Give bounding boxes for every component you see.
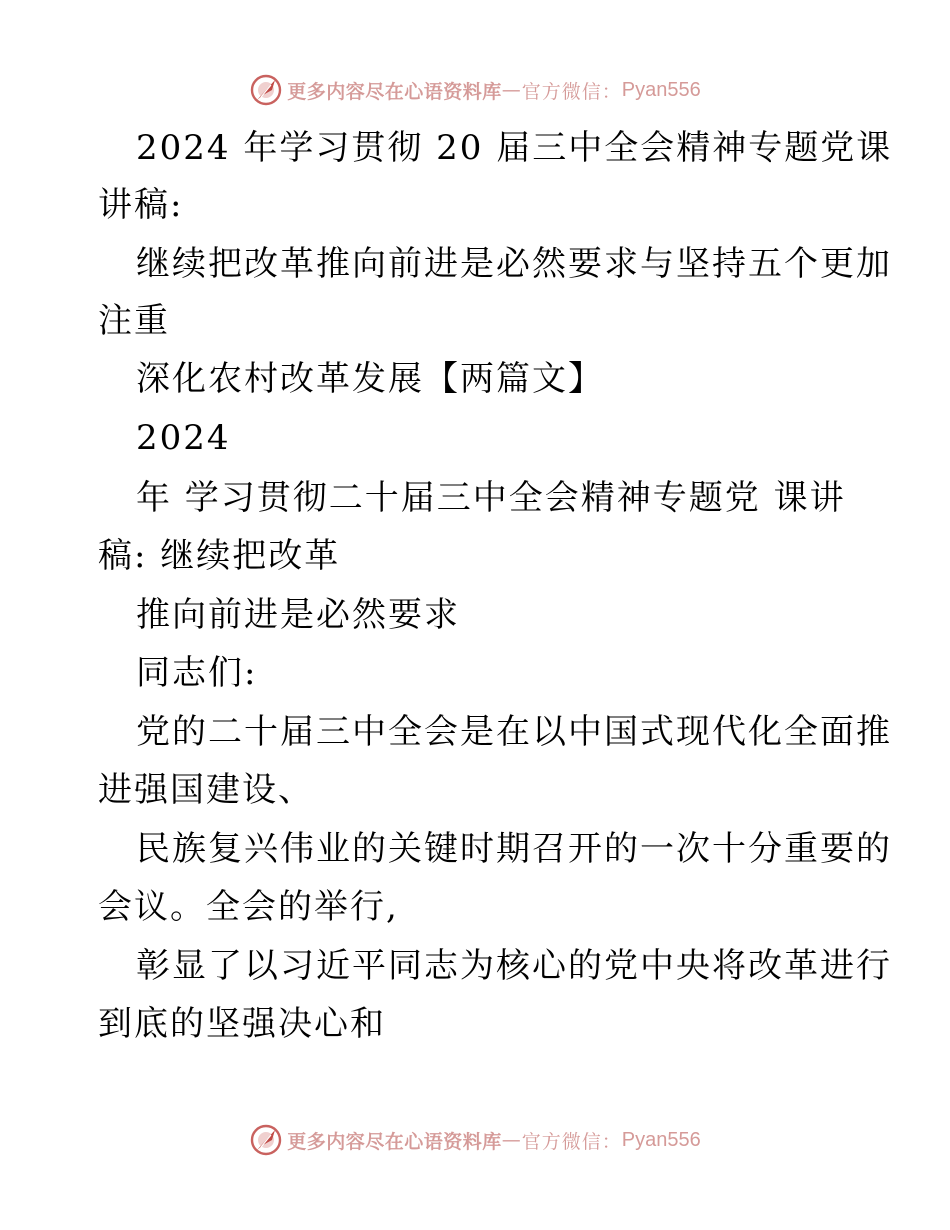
title-line-4: 注重	[98, 301, 170, 341]
watermark-wechat-id: Pyan556	[621, 1128, 701, 1151]
title-line-1: 2024 年学习贯彻 20 届三中全会精神专题党课	[136, 128, 893, 168]
subtitle-line-3: 推向前进是必然要求	[136, 595, 460, 635]
title-line-5: 深化农村改革发展【两篇文】	[136, 359, 604, 399]
watermark-dash: —	[501, 79, 522, 101]
title-line-2: 讲稿:	[98, 185, 184, 225]
watermark-banner-bottom	[0, 1120, 950, 1160]
subtitle-line-2: 稿: 继续把改革	[98, 536, 341, 576]
paragraph-line-4: 会议。全会的举行,	[98, 887, 399, 927]
paragraph-line-5: 彰显了以习近平同志为核心的党中央将改革进行	[136, 946, 892, 986]
watermark-dash: —	[501, 1129, 522, 1151]
paragraph-line-2: 进强国建设、	[98, 770, 314, 810]
paragraph-line-6: 到底的坚强决心和	[98, 1004, 386, 1044]
quill-seal-icon	[249, 1123, 283, 1157]
watermark-wechat-label: 官方微信：	[521, 1130, 622, 1153]
watermark-wechat-id: Pyan556	[621, 78, 701, 101]
watermark-brand-text: 更多内容尽在心语资料库	[287, 80, 502, 103]
watermark-wechat-label: 官方微信：	[521, 80, 622, 103]
paragraph-line-1: 党的二十届三中全会是在以中国式现代化全面推	[136, 712, 892, 752]
year-line: 2024	[136, 418, 231, 458]
watermark-brand-text: 更多内容尽在心语资料库	[287, 1130, 502, 1153]
paragraph-line-3: 民族复兴伟业的关键时期召开的一次十分重要的	[136, 829, 892, 869]
subtitle-line-1: 年 学习贯彻二十届三中全会精神专题党 课讲	[136, 478, 846, 518]
title-line-3: 继续把改革推向前进是必然要求与坚持五个更加	[136, 244, 892, 284]
salutation-line: 同志们:	[136, 653, 258, 693]
